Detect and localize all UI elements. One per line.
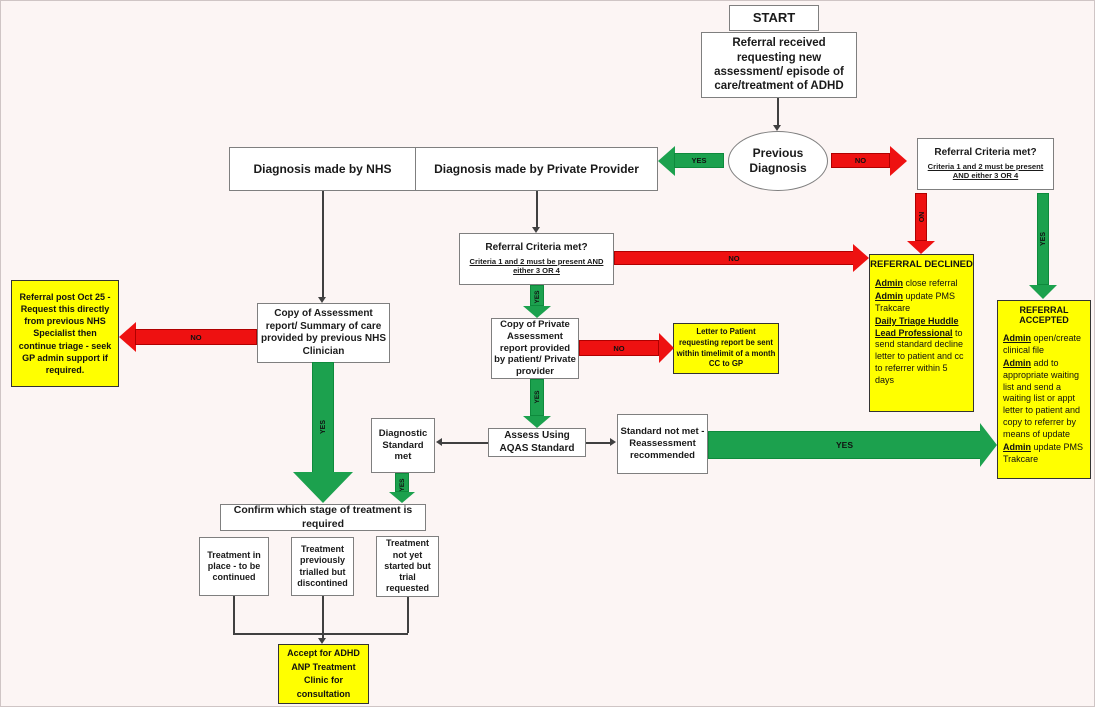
- arrow-label-yes: YES: [533, 390, 541, 404]
- arrow-no-copyassessment-to-referralpost-head: [119, 322, 136, 352]
- criteria-met-right-node: [917, 138, 1054, 190]
- connector-private-to-criteria-head: [532, 227, 540, 233]
- connector-assess-to-diagnostic: [442, 442, 488, 444]
- arrow-no-criteria-to-declined-head: [907, 241, 935, 254]
- copy-assessment-node: [257, 303, 390, 363]
- connector-treatments-join: [233, 633, 408, 635]
- treatment-not-started-node: [376, 536, 439, 597]
- arrow-yes-copyprivate-to-assess-head: [523, 416, 551, 428]
- connector-nhs-to-copyassessment: [322, 191, 324, 297]
- connector-assess-to-diagnostic-head: [436, 438, 442, 446]
- arrow-label-yes: YES: [835, 440, 853, 450]
- connector-t3-stub: [407, 597, 409, 633]
- letter-to-patient-node: [673, 323, 779, 374]
- connector-assess-to-standardnotmet: [586, 442, 611, 444]
- assess-aqas-label: Assess Using AQAS Standard: [499, 430, 575, 454]
- accept-adhd-anp-node: [278, 644, 369, 704]
- previous-diagnosis-node: [728, 131, 828, 191]
- treatment-trialled-label: Treatment previously trialled but discontined: [297, 544, 348, 588]
- criteria-title: Referral Criteria met?: [485, 242, 588, 254]
- diagnostic-standard-met-node: [371, 418, 435, 473]
- arrow-label-no: NO: [917, 211, 925, 223]
- diagnosis-nhs-node: [229, 147, 416, 191]
- arrow-label-no: NO: [854, 156, 867, 165]
- arrow-label-yes: YES: [1039, 232, 1047, 247]
- diagnosis-private-label: Diagnosis made by Private Provider: [434, 161, 639, 176]
- treatment-trialled-node: [291, 537, 354, 596]
- treatment-in-place-label: Treatment in place - to be continued: [207, 549, 261, 583]
- arrow-no-copyprivate-to-letter-head: [659, 333, 674, 363]
- arrow-label-no: NO: [190, 332, 202, 342]
- standard-not-met-label: Standard not met - Reassessment recommended: [620, 426, 705, 461]
- arrow-label-yes: YES: [533, 290, 541, 304]
- treatment-not-started-label: Treatment not yet started but trial requested: [384, 538, 431, 594]
- arrow-label-yes: YES: [398, 478, 406, 492]
- arrow-label-yes: YES: [319, 420, 327, 435]
- referral-accepted-title: REFERRAL ACCEPTED: [1019, 305, 1069, 325]
- referral-declined-items: Admin close referral Admin update PMS Trakcare Daily Triage Huddle Lead Professional to send standard decline letter to patient and cc to referrer within 5 days: [875, 278, 964, 385]
- criteria-met-private-node: [459, 233, 614, 285]
- arrow-no-prevdiag-to-criteria-head: [890, 146, 907, 176]
- copy-private-node: [491, 318, 579, 379]
- referral-accepted-items: Admin open/create clinical file Admin add to appropriate waiting list and send a waiting list or appt letter to patient and copy to referrer by means of update Admin update PMS Trakcare: [1003, 333, 1084, 464]
- diagnostic-standard-met-label: Diagnostic Standard met: [378, 427, 428, 463]
- referral-received-label: Referral received requesting new assessment/ episode of care/treatment of ADHD: [714, 37, 844, 93]
- letter-to-patient-label: Letter to Patient requesting report be sent within timelimit of a month CC to GP: [676, 326, 776, 369]
- previous-diagnosis-label: Previous Diagnosis: [749, 146, 807, 175]
- referral-post-oct25-node: [11, 280, 119, 387]
- arrow-label-no: NO: [613, 343, 625, 353]
- criteria-subtitle: Criteria 1 and 2 must be present AND either 3 OR 4: [469, 256, 604, 276]
- copy-private-label: Copy of Private Assessment report provided by patient/ Private provider: [494, 318, 576, 378]
- arrow-no-privatecriteria-to-declined-head: [853, 244, 869, 272]
- connector-referral-to-prevdiag-head: [773, 125, 781, 131]
- connector-referral-to-prevdiag: [777, 98, 779, 125]
- connector-t2-stub: [322, 596, 324, 633]
- criteria-subtitle: Criteria 1 and 2 must be present AND either 3 OR 4: [927, 161, 1044, 181]
- connector-private-to-criteria: [536, 191, 538, 227]
- referral-declined-node: [869, 254, 974, 412]
- connector-nhs-to-copyassessment-head: [318, 297, 326, 303]
- accept-adhd-anp-label: Accept for ADHD ANP Treatment Clinic for consultation: [287, 648, 360, 699]
- assess-aqas-node: [488, 428, 586, 457]
- treatment-in-place-node: [199, 537, 269, 596]
- start-node: [729, 5, 819, 31]
- connector-assess-to-standardnotmet-head: [610, 438, 616, 446]
- arrow-label-yes: YES: [691, 156, 707, 165]
- referral-declined-title: REFERRAL DECLINED: [870, 259, 973, 270]
- arrow-yes-criteria-to-accepted-head: [1029, 285, 1057, 299]
- confirm-stage-label: Confirm which stage of treatment is required: [233, 504, 413, 530]
- connector-join-to-accept-head: [318, 638, 326, 644]
- arrow-yes-standardnotmet-to-accepted-head: [980, 423, 997, 467]
- connector-t1-stub: [233, 596, 235, 633]
- diagnosis-nhs-label: Diagnosis made by NHS: [253, 161, 392, 176]
- criteria-title: Referral Criteria met?: [934, 147, 1037, 159]
- arrow-yes-prevdiag-to-private-head: [658, 146, 675, 176]
- arrow-yes-copyassessment-to-confirm-head: [293, 472, 353, 503]
- arrow-label-no: NO: [728, 253, 740, 263]
- standard-not-met-node: [617, 414, 708, 474]
- referral-received-node: [701, 32, 857, 98]
- copy-assessment-label: Copy of Assessment report/ Summary of care provided by previous NHS Clinician: [260, 308, 387, 357]
- referral-post-oct25-label: Referral post Oct 25 - Request this directly from previous NHS Specialist then continue triage - seek GP admin support if required.: [18, 292, 112, 375]
- referral-accepted-node: [997, 300, 1091, 479]
- confirm-stage-node: [220, 504, 426, 531]
- diagnosis-private-node: [415, 147, 658, 191]
- start-label: START: [752, 9, 796, 25]
